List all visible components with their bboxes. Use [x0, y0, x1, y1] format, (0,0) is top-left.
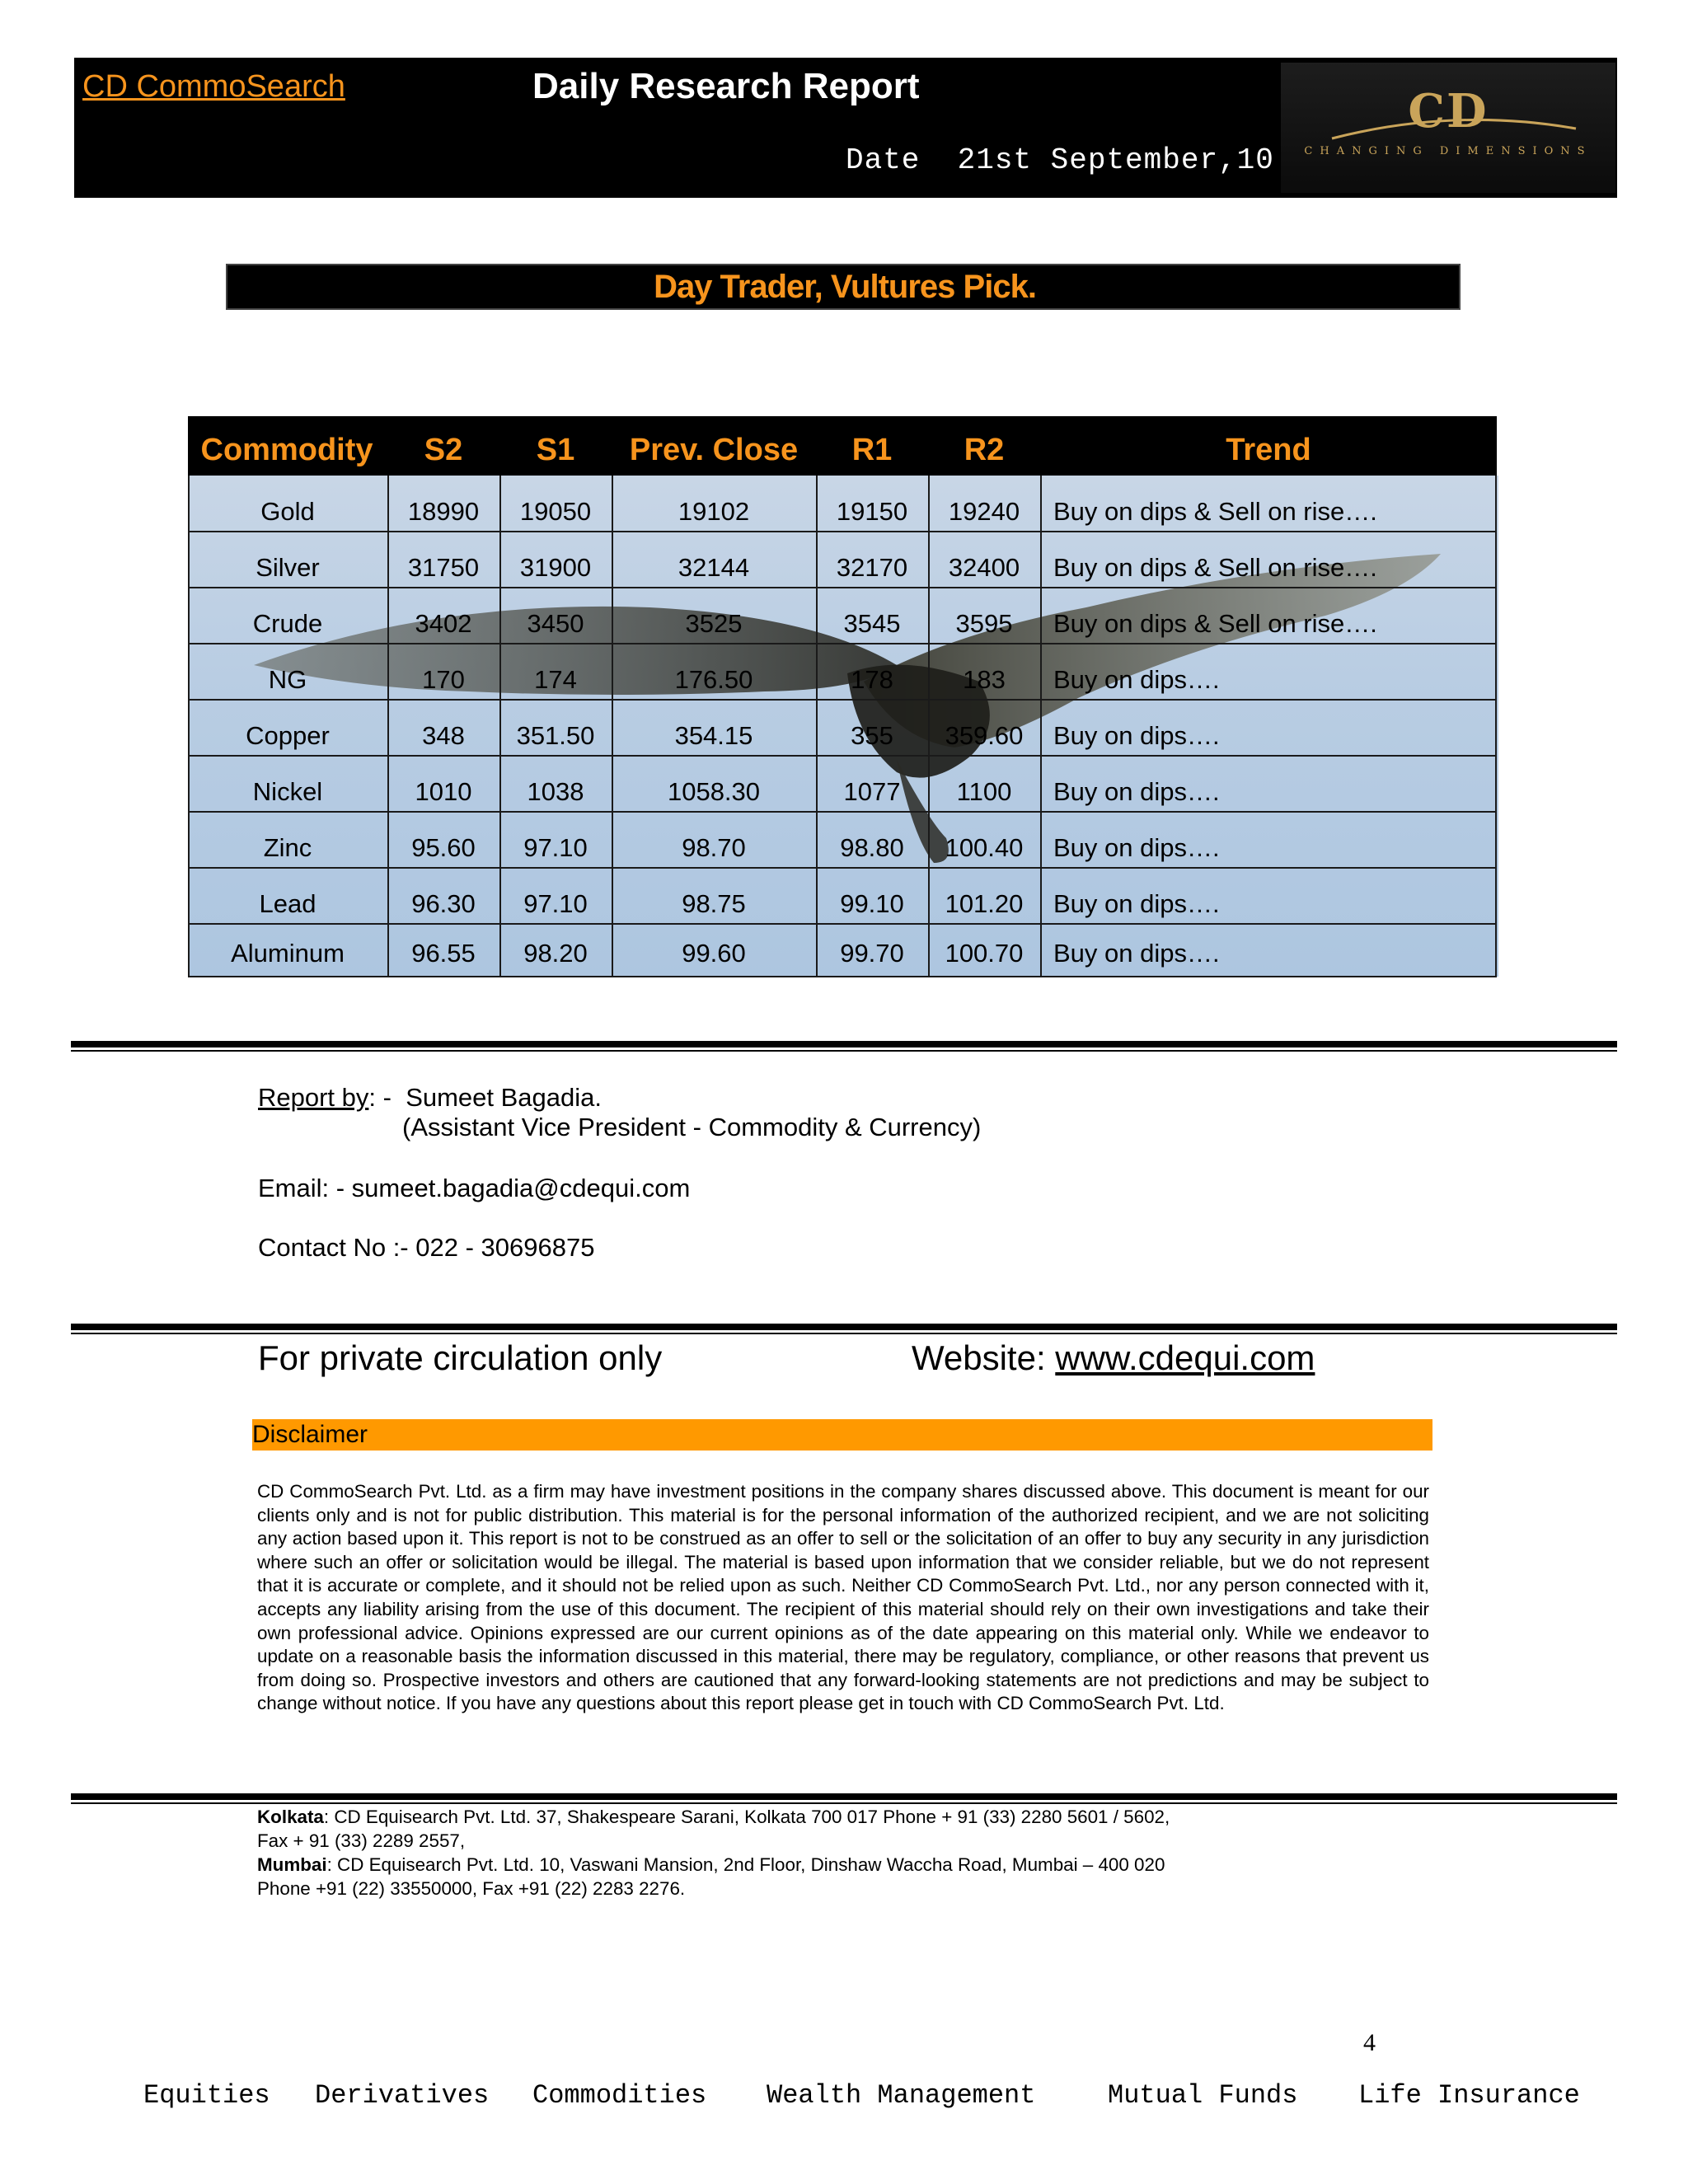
- cell-trend: Buy on dips….: [1053, 939, 1220, 968]
- cell-prev-close: 32144: [678, 553, 750, 582]
- cell-prev-close: 98.70: [682, 833, 746, 862]
- cell-commodity: Crude: [252, 609, 323, 638]
- cell-s1: 1038: [527, 777, 584, 806]
- cell-commodity: Lead: [259, 889, 316, 918]
- cell-r1: 178: [851, 665, 893, 694]
- divider-rule: [71, 1793, 1617, 1805]
- report-by-label: Report by: [258, 1083, 369, 1112]
- cell-r1: 32170: [836, 553, 908, 582]
- cell-s2: 348: [422, 721, 465, 750]
- levels-table: [188, 416, 1498, 977]
- header-commodity: Commodity: [200, 433, 373, 467]
- cell-trend: Buy on dips….: [1053, 665, 1220, 694]
- table-column-divider: [387, 476, 389, 977]
- cell-trend: Buy on dips….: [1053, 777, 1220, 806]
- website-line: [912, 1338, 1315, 1378]
- cell-r2: 1100: [956, 777, 1012, 806]
- cell-r1: 19150: [836, 497, 908, 526]
- cell-prev-close: 19102: [678, 497, 750, 526]
- cell-r2: 183: [963, 665, 1006, 694]
- logo-tagline: CHANGING DIMENSIONS: [1304, 145, 1592, 157]
- cell-s2: 96.55: [411, 939, 476, 968]
- cell-r2: 3595: [955, 609, 1013, 638]
- cell-r2: 101.20: [945, 889, 1024, 918]
- table-column-divider: [188, 476, 190, 977]
- cell-prev-close: 99.60: [682, 939, 746, 968]
- footer-link-derivatives[interactable]: Derivatives: [315, 2080, 490, 2111]
- table-row-divider: [188, 923, 1497, 925]
- cell-s1: 3450: [527, 609, 584, 638]
- analyst-designation: (Assistant Vice President - Commodity & Currency): [402, 1113, 982, 1141]
- cell-r1: 1077: [843, 777, 901, 806]
- logo-text: CD: [1408, 84, 1489, 138]
- kolkata-label: Kolkata: [257, 1807, 324, 1827]
- cell-r2: 359.60: [945, 721, 1024, 750]
- table-column-divider: [816, 476, 818, 977]
- header-s2: S2: [424, 433, 463, 467]
- table-row-divider: [188, 643, 1497, 644]
- cell-s2: 170: [422, 665, 465, 694]
- page-number: 4: [1363, 2029, 1376, 2056]
- table-row-divider: [188, 811, 1497, 813]
- cell-r1: 355: [851, 721, 893, 750]
- cell-commodity: Silver: [256, 553, 320, 582]
- table-column-divider: [1040, 476, 1042, 977]
- cell-r2: 32400: [948, 553, 1020, 582]
- cell-s1: 97.10: [523, 889, 588, 918]
- table-row-divider: [188, 587, 1497, 588]
- table-column-divider: [928, 476, 930, 977]
- table-row-divider: [188, 531, 1497, 532]
- cell-trend: Buy on dips & Sell on rise….: [1053, 497, 1377, 526]
- cell-trend: Buy on dips….: [1053, 721, 1220, 750]
- cell-trend: Buy on dips & Sell on rise….: [1053, 553, 1377, 582]
- cell-s1: 19050: [519, 497, 592, 526]
- footer-link-mutual-funds[interactable]: Mutual Funds: [1108, 2080, 1298, 2111]
- header-trend: Trend: [1226, 433, 1311, 467]
- cell-prev-close: 176.50: [674, 665, 753, 694]
- cell-trend: Buy on dips & Sell on rise….: [1053, 609, 1377, 638]
- footer-link-life-insurance[interactable]: Life Insurance: [1358, 2080, 1580, 2111]
- cell-prev-close: 1058.30: [667, 777, 761, 806]
- analyst-contact: Contact No :- 022 - 30696875: [258, 1233, 595, 1262]
- cell-r1: 99.10: [840, 889, 904, 918]
- header-r1: R1: [851, 433, 893, 467]
- disclaimer-text: CD CommoSearch Pvt. Ltd. as a firm may have investment positions in the company shares discussed above. This document is meant for our clients only and is not for public distribution. This material is for the personal information of the authorized recipient, and we are not soliciting any action based upon it. This report is not to be construed as an offer to sell or the solicitation of an offer to buy any security in any jurisdiction where such an offer or solicitation would be illegal. The material is based upon information that we consider reliable, but we do not represent that it is accurate or complete, and it should not be relied upon as such. Neither CD CommoSearch Pvt. Ltd., nor any person connected with it, accepts any liability arising from the use of this document. The recipient of this material should rely on their own investigations and take their own professional advice. Opinions expressed are our current opinions as of the date appearing on this material only. While we endeavor to update on a reasonable basis the information discussed in this material, there may be regulatory, compliance, or other reasons that prevent us from doing so. Prospective investors and others are cautioned that any forward-looking statements are not predictions and may be subject to change without notice. If you have any questions about this report please get in touch with CD CommoSearch Pvt. Ltd.: [257, 1481, 1429, 1714]
- footer-link-wealth-management[interactable]: Wealth Management: [767, 2080, 1036, 2111]
- cell-commodity: Aluminum: [231, 939, 345, 968]
- table-row-divider: [188, 699, 1497, 701]
- table-row-divider: [188, 976, 1497, 977]
- table-column-divider: [499, 476, 501, 977]
- cell-commodity: Copper: [246, 721, 330, 750]
- cell-r1: 99.70: [840, 939, 904, 968]
- report-header: [74, 58, 1617, 198]
- cell-s1: 31900: [519, 553, 592, 582]
- report-date: Date 21st September,10: [846, 143, 1274, 177]
- website-link[interactable]: www.cdequi.com: [1055, 1338, 1315, 1377]
- analyst-email[interactable]: Email: - sumeet.bagadia@cdequi.com: [258, 1174, 691, 1202]
- cell-r2: 100.70: [945, 939, 1024, 968]
- divider-rule: [71, 1324, 1617, 1335]
- cell-s1: 97.10: [523, 833, 588, 862]
- cell-r1: 98.80: [840, 833, 904, 862]
- cell-commodity: NG: [268, 665, 307, 694]
- mumbai-address: : CD Equisearch Pvt. Ltd. 10, Vaswani Mansion, 2nd Floor, Dinshaw Waccha Road, Mumbai – 400 020: [326, 1854, 1165, 1875]
- divider-rule: [71, 1041, 1617, 1052]
- report-by-separator: : -: [368, 1083, 406, 1112]
- table-row-divider: [188, 755, 1497, 757]
- cell-trend: Buy on dips….: [1053, 889, 1220, 918]
- cell-s2: 96.30: [411, 889, 476, 918]
- section-banner: [226, 264, 1461, 310]
- section-title: Day Trader, Vultures Pick.: [654, 269, 1036, 305]
- office-addresses: [257, 1805, 1576, 1900]
- table-row-divider: [188, 867, 1497, 869]
- cell-trend: Buy on dips….: [1053, 833, 1220, 862]
- cell-s1: 98.20: [523, 939, 588, 968]
- brand-link[interactable]: CD CommoSearch: [82, 69, 345, 104]
- kolkata-fax: Fax + 91 (33) 2289 2557,: [257, 1830, 466, 1851]
- header-s1: S1: [536, 433, 575, 467]
- kolkata-address: : CD Equisearch Pvt. Ltd. 37, Shakespeare Sarani, Kolkata 700 017 Phone + 91 (33) 2280 5601 / 5602,: [323, 1807, 1170, 1827]
- cell-r1: 3545: [843, 609, 901, 638]
- cell-commodity: Nickel: [252, 777, 323, 806]
- footer-link-commodities[interactable]: Commodities: [532, 2080, 707, 2111]
- cell-s2: 1010: [415, 777, 472, 806]
- cell-r2: 19240: [948, 497, 1020, 526]
- report-by: [258, 1083, 602, 1113]
- private-circulation-note: For private circulation only: [258, 1338, 663, 1377]
- table-column-divider: [1495, 476, 1497, 977]
- disclaimer-label: Disclaimer: [252, 1421, 368, 1448]
- cell-s2: 31750: [407, 553, 480, 582]
- cell-s1: 174: [534, 665, 577, 694]
- cd-logo: [1281, 63, 1615, 193]
- cell-r2: 100.40: [945, 833, 1024, 862]
- disclaimer-bar: [252, 1419, 1432, 1451]
- cell-s2: 18990: [407, 497, 480, 526]
- cell-prev-close: 98.75: [682, 889, 746, 918]
- table-column-divider: [612, 476, 613, 977]
- cell-commodity: Gold: [260, 497, 315, 526]
- table-header-row: [188, 416, 1497, 476]
- header-prev-close: Prev. Close: [629, 433, 799, 467]
- cell-prev-close: 3525: [685, 609, 743, 638]
- website-label: Website:: [912, 1338, 1056, 1377]
- mumbai-label: Mumbai: [257, 1854, 327, 1875]
- header-r2: R2: [964, 433, 1005, 467]
- cell-prev-close: 354.15: [674, 721, 753, 750]
- report-title: Daily Research Report: [532, 66, 920, 106]
- footer-link-equities[interactable]: Equities: [143, 2080, 270, 2111]
- cell-s2: 3402: [415, 609, 472, 638]
- cell-commodity: Zinc: [263, 833, 312, 862]
- cell-s1: 351.50: [516, 721, 595, 750]
- mumbai-phone: Phone +91 (22) 33550000, Fax +91 (22) 2283 2276.: [257, 1878, 686, 1899]
- analyst-name: Sumeet Bagadia.: [406, 1083, 603, 1112]
- cell-s2: 95.60: [411, 833, 476, 862]
